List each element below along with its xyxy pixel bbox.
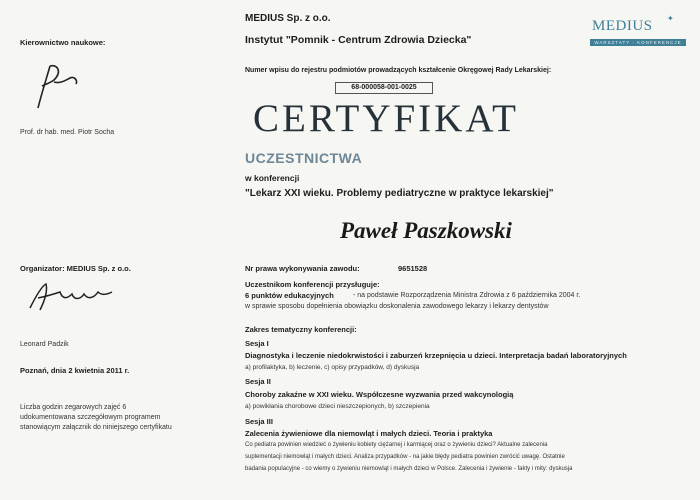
scientific-person: Prof. dr hab. med. Piotr Socha [20,129,115,136]
hours-note-2: udokumentowana szczegółowym programem [20,414,161,421]
hours-note-3: stanowiącym załącznik do niniejszego certyfikatu [20,424,172,431]
scientific-management-label: Kierownictwo naukowe: [20,38,106,47]
points-value: 6 punktów edukacyjnych [245,291,334,300]
session-3-line-1: Co pediatra powinien wiedzieć o żywieniu kobiety ciężarnej i karmiącej oraz o żywieniu dzieci? Aktualne zalecenia [245,442,548,448]
registry-label: Numer wpisu do rejestru podmiotów prowadzących kształcenie Okręgowej Rady Lekarskiej: [245,67,552,74]
session-1-topics: a) profilaktyka, b) leczenie, c) opisy przypadków, d) dyskusja [245,364,420,371]
hours-note-1: Liczba godzin zegarowych zajęć 6 [20,404,127,411]
program-scope-label: Zakres tematyczny konferencji: [245,325,357,334]
signature-socha [28,62,88,112]
in-conference-label: w konferencji [245,173,300,183]
conference-name: "Lekarz XXI wieku. Problemy pediatryczne w praktyce lekarskiej" [245,188,554,199]
participant-name: Paweł Paszkowski [340,218,512,243]
license-number: 9651528 [398,264,428,273]
session-3-line-3: badania populacyjne - co wiemy o żywieniu niemowląt i małych dzieci w Polsce. Zalecenia i żywienie - fakty i mity: dyskusja [245,466,573,472]
signature-padzik [22,278,122,316]
certificate-subtitle: UCZESTNICTWA [245,150,363,166]
session-2-title: Choroby zakaźne w XXI wieku. Współczesne wyzwania przed wakcynologią [245,390,514,399]
session-1-title: Diagnostyka i leczenie niedokrwistości i zaburzeń krzepnięcia u dzieci. Interpretacja badań laboratoryjnych [245,351,627,360]
points-basis-2: w sprawie sposobu dopełnienia obowiązku doskonalenia zawodowego lekarzy i lekarzy dentystów [245,303,549,310]
logo-text: MEDIUS [592,18,653,34]
organizer-label: Organizator: MEDIUS Sp. z o.o. [20,264,131,273]
logo-subtitle: WARSZTATY - KONFERENCJE [590,39,686,46]
session-2-label: Sesja II [245,377,271,386]
session-2-topics: a) powikłania chorobowe dzieci nieszczepionych, b) szczepienia [245,403,430,410]
registry-number: 68-000058-001-0025 [335,82,433,94]
organizer-person: Leonard Padzik [20,341,69,348]
place-date: Poznań, dnia 2 kwietnia 2011 r. [20,366,130,375]
institute-name: Instytut "Pomnik - Centrum Zdrowia Dziecka" [245,34,472,46]
medius-logo [588,14,688,48]
logo-star-icon: ✦ [667,14,674,23]
points-basis-1: - na podstawie Rozporządzenia Ministra Zdrowia z 6 października 2004 r. [353,292,581,299]
organizer-company: MEDIUS Sp. z o.o. [245,13,331,24]
session-1-label: Sesja I [245,339,269,348]
certificate-title: CERTYFIKAT [253,97,519,140]
session-3-line-2: suplementacji niemowląt i małych dzieci. Analiza przypadków - na jakie błędy pediatra powinien zwrócić uwagę. Ostatnie [245,454,565,460]
session-3-title: Zalecenia żywieniowe dla niemowląt i małych dzieci. Teoria i praktyka [245,429,493,438]
license-label: Nr prawa wykonywania zawodu: [245,264,360,273]
points-label: Uczestnikom konferencji przysługuje: [245,280,380,289]
session-3-label: Sesja III [245,417,273,426]
